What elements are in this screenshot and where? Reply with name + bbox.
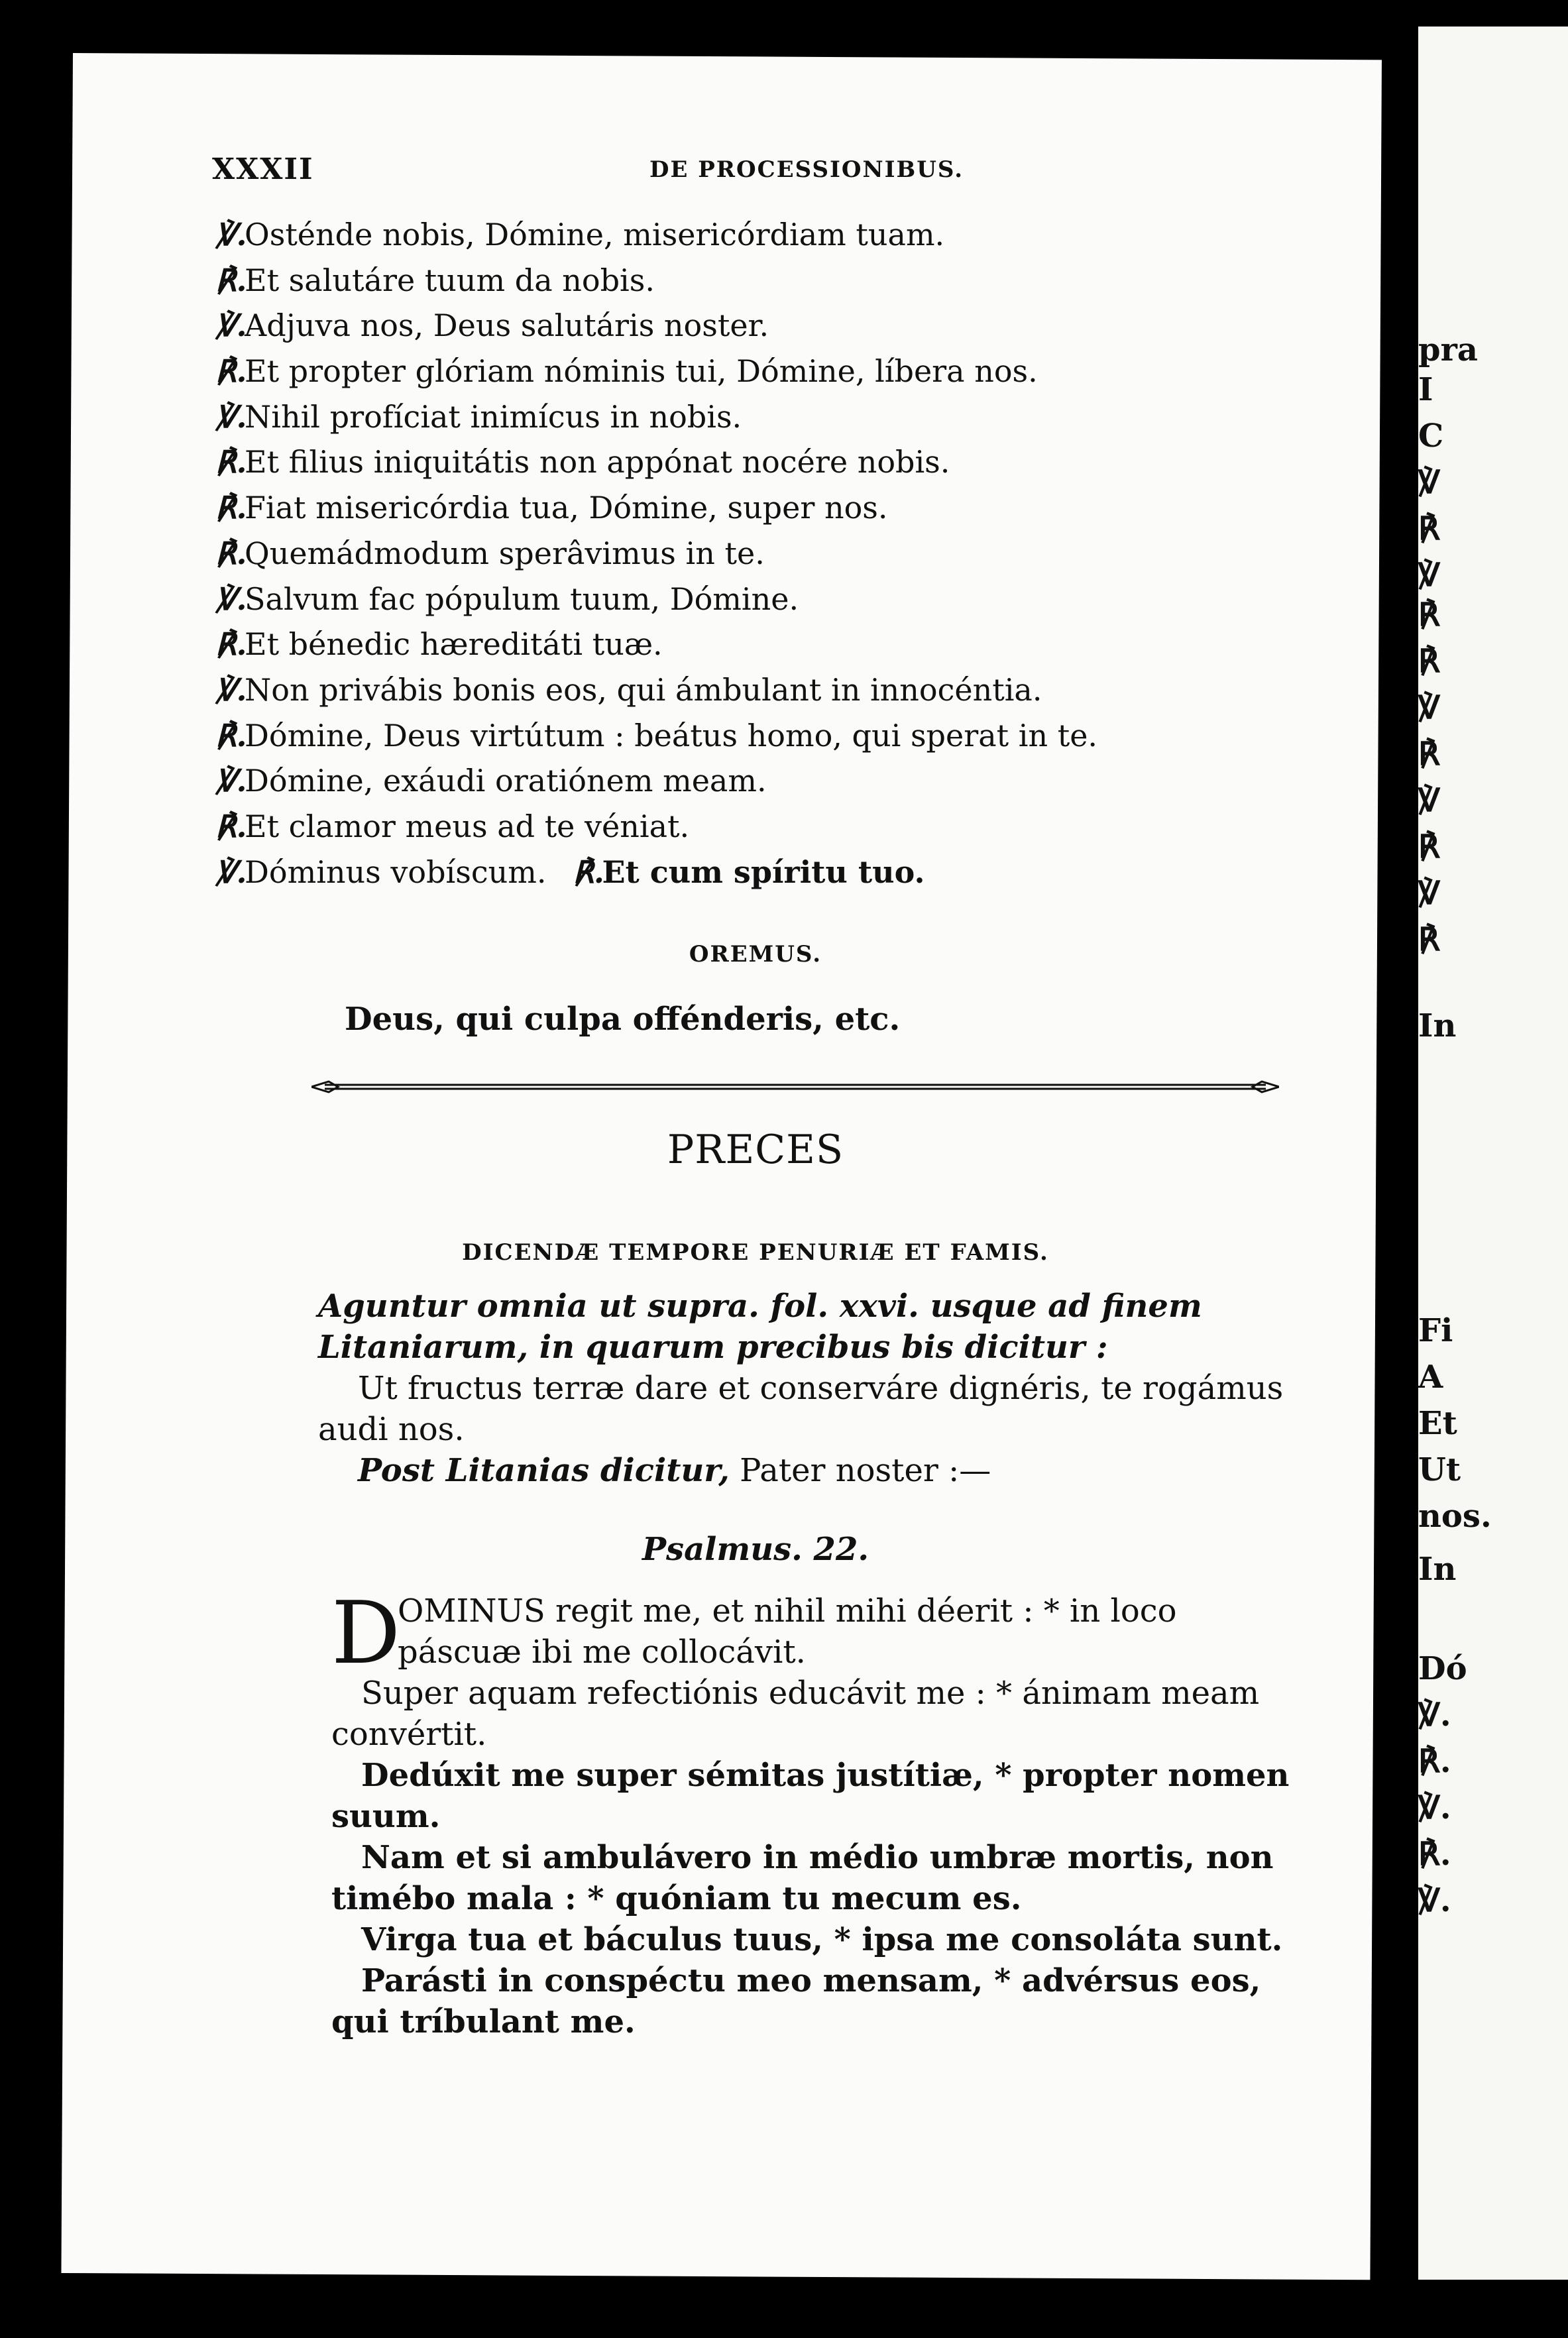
versicle-line: [215, 485, 1249, 531]
versicle-line: [215, 667, 1249, 713]
facing-page-fragment: ℣: [1418, 689, 1440, 726]
facing-page-fragment: ℟: [1418, 596, 1440, 634]
preces-rubrics: [318, 1286, 1299, 1491]
versicle-line: [215, 394, 1249, 440]
versicle-symbol: ℟.: [215, 262, 247, 298]
versicle-text: Non privábis bonis eos, qui ámbulant in innocéntia.: [245, 671, 1042, 708]
psalm-verse-4: Nam et si ambulávero in médio umbræ mortis, non timébo mala : * quóniam tu mecum es.: [331, 1839, 1274, 1917]
psalm-verse-1: OMINUS regit me, et nihil mihi déerit : * in loco páscuæ ibi me collocávit.: [398, 1592, 1177, 1671]
versicle-line: [215, 303, 1249, 349]
psalm-title: Psalmus. 22.: [642, 1531, 869, 1568]
versicle-symbol: ℟.: [215, 626, 247, 663]
facing-page-fragment: Et: [1418, 1405, 1457, 1442]
versicle-line: [215, 758, 1249, 804]
psalm-text: [331, 1583, 1306, 2042]
facing-page-fragment: Dó: [1418, 1650, 1467, 1687]
facing-page-fragment: pra: [1418, 331, 1478, 368]
facing-page-fragment: nos.: [1418, 1498, 1492, 1535]
versicle-line: [215, 439, 1249, 485]
versicle-symbol: ℣.: [215, 398, 247, 435]
facing-page-fragment: ℟.: [1418, 1743, 1451, 1780]
versicle-text: Et salutáre tuum da nobis.: [245, 262, 655, 298]
versicle-line: [215, 622, 1249, 667]
ornament-rule: [311, 1079, 1279, 1095]
facing-page-fragment: ℣.: [1418, 1882, 1451, 1919]
versicle-text: Dómine, Deus virtútum : beátus homo, qui sperat in te.: [245, 717, 1098, 753]
versicle-text: Fiat misericórdia tua, Dómine, super nos.: [245, 490, 888, 526]
versicle-text: Dóminus vobíscum.: [245, 854, 547, 890]
preces-title: PRECES: [667, 1127, 844, 1173]
versicle-text: Nihil profíciat inimícus in nobis.: [245, 398, 742, 435]
psalm-verse-6: Parásti in conspéctu meo mensam, * advérsus eos, qui tríbulant me.: [331, 1962, 1261, 2040]
drop-cap: D: [331, 1583, 401, 1683]
facing-page-fragment: ℟.: [1418, 1836, 1451, 1873]
petition: Ut fructus terræ dare et conserváre dignéris, te rogámus audi nos.: [318, 1370, 1284, 1448]
oremus-heading: OREMUS.: [689, 941, 822, 968]
versicle-text: Et filius iniquitátis non appónat nocére nobis.: [245, 444, 950, 480]
versicle-symbol: ℣.: [215, 671, 247, 708]
rubric-2-italic: Post Litanias dicitur,: [358, 1452, 730, 1489]
facing-page-fragment: In: [1418, 1551, 1457, 1588]
versicle-symbol: ℣.: [215, 217, 247, 252]
versicle-symbol: ℟.: [215, 353, 247, 390]
versicle-line: [215, 850, 1249, 895]
versicle-line: [215, 804, 1249, 850]
versicle-text: Quemádmodum sperâvimus in te.: [245, 535, 765, 571]
versicle-line: [215, 349, 1249, 394]
running-title: DE PROCESSIONIBUS.: [649, 156, 964, 183]
versicle-symbol: ℣.: [215, 763, 247, 799]
response-symbol: ℟.: [573, 854, 604, 890]
psalm-verse-3: Dedúxit me super sémitas justítiæ, * propter nomen suum.: [331, 1757, 1290, 1835]
facing-page-fragment: ℣: [1418, 875, 1440, 912]
versicle-symbol: ℣.: [215, 581, 247, 617]
facing-page-fragment: ℟: [1418, 921, 1440, 958]
versicle-text: Dómine, exáudi oratiónem meam.: [245, 763, 767, 799]
psalm-verse-2: Super aquam refectiónis educávit me : * ánimam meam convértit.: [331, 1675, 1260, 1753]
versicle-symbol: ℟.: [215, 535, 247, 571]
facing-page: [1418, 27, 1568, 2280]
folio-number: XXXII: [212, 152, 314, 186]
versicle-symbol: ℟.: [215, 444, 247, 480]
facing-page-fragment: ℣.: [1418, 1697, 1451, 1734]
rubric-2-plain: Pater noster :—: [740, 1452, 991, 1489]
versicle-line: [215, 258, 1249, 304]
facing-page-fragment: ℟: [1418, 828, 1440, 865]
versicle-line: [215, 577, 1249, 622]
response-text: Et cum spíritu tuo.: [602, 854, 925, 890]
facing-page-fragment: A: [1418, 1359, 1443, 1396]
versicle-text: Salvum fac pópulum tuum, Dómine.: [245, 581, 799, 617]
versicle-symbol: ℣.: [215, 854, 247, 890]
facing-page-fragment: ℟: [1418, 736, 1440, 773]
page-header: [212, 152, 1299, 192]
preces-subtitle: DICENDÆ TEMPORE PENURIÆ ET FAMIS.: [462, 1239, 1049, 1266]
rubric-1: Aguntur omnia ut supra. fol. xxvi. usque ad finem Litaniarum, in quarum precibus bis dicitur :: [318, 1288, 1202, 1366]
versicle-line: [215, 212, 1249, 258]
facing-page-fragment: In: [1418, 1007, 1457, 1044]
facing-page-fragment: ℟: [1418, 643, 1440, 680]
facing-page-fragment: ℟: [1418, 510, 1440, 547]
versicle-symbol: ℣.: [215, 307, 247, 344]
versicle-list: [215, 212, 1249, 895]
facing-page-fragment: ℣.: [1418, 1789, 1451, 1826]
versicle-symbol: ℟.: [215, 490, 247, 526]
collect-incipit: Deus, qui culpa offénderis, etc.: [345, 1001, 901, 1038]
facing-page-fragment: ℣: [1418, 557, 1440, 594]
versicle-symbol: ℟.: [215, 808, 247, 844]
versicle-text: Et clamor meus ad te véniat.: [245, 808, 690, 844]
versicle-symbol: ℟.: [215, 717, 247, 753]
facing-page-fragment: Ut: [1418, 1451, 1461, 1488]
facing-page-fragment: I: [1418, 371, 1433, 408]
versicle-text: Et propter glóriam nóminis tui, Dómine, líbera nos.: [245, 353, 1038, 390]
facing-page-fragment: ℣: [1418, 782, 1440, 819]
versicle-text: Osténde nobis, Dómine, misericórdiam tuam.: [245, 217, 945, 252]
facing-page-fragment: C: [1418, 418, 1444, 455]
versicle-text: Et bénedic hæreditáti tuæ.: [245, 626, 663, 663]
facing-page-fragment: Fi: [1418, 1312, 1453, 1349]
versicle-line: [215, 713, 1249, 759]
psalm-verse-5: Virga tua et báculus tuus, * ipsa me consoláta sunt.: [361, 1921, 1283, 1958]
facing-page-fragment: ℣: [1418, 464, 1440, 501]
versicle-text: Adjuva nos, Deus salutáris noster.: [245, 307, 769, 344]
versicle-line: [215, 531, 1249, 577]
